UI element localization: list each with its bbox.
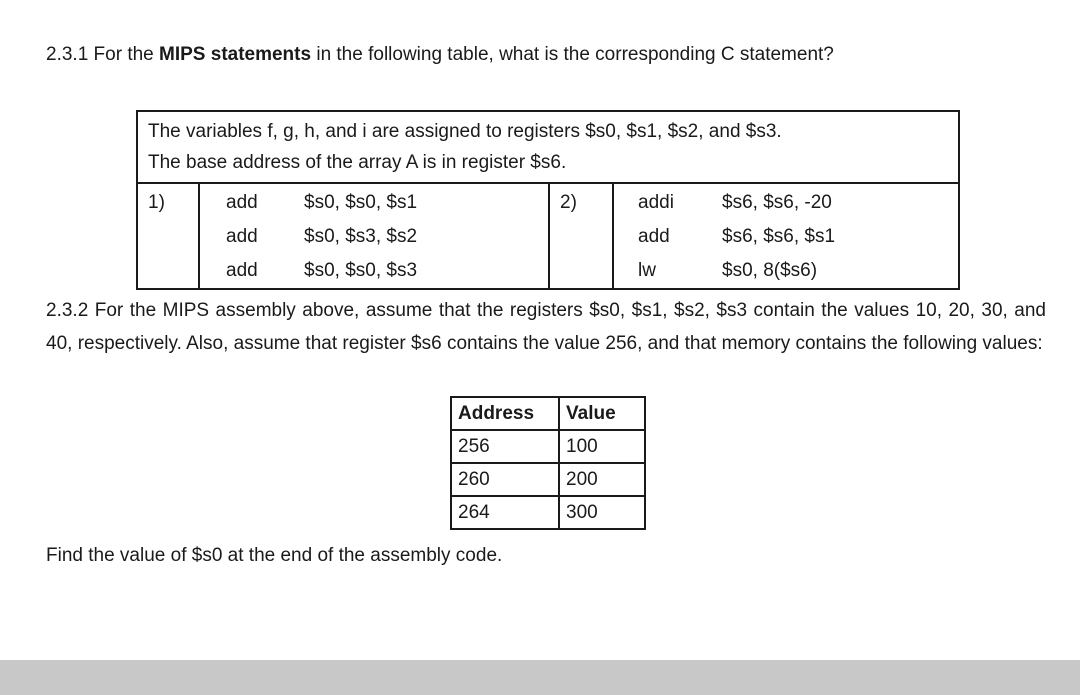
operands: $s0, 8($s6) [722, 260, 818, 281]
table-row [451, 430, 645, 463]
code-line [200, 220, 548, 254]
opcode: addi [638, 192, 674, 213]
operands: $s6, $s6, -20 [722, 192, 832, 213]
opcode: add [226, 260, 258, 281]
operands: $s0, $s0, $s1 [304, 192, 418, 213]
operands: $s0, $s0, $s3 [304, 260, 418, 281]
value-header: Value [559, 397, 645, 430]
q1-bold: MIPS statements [159, 44, 312, 65]
question-2-3-1 [46, 44, 834, 66]
header-line-1: The variables f, g, h, and i are assigned to registers $s0, $s1, $s2, and $s3. [148, 121, 782, 142]
code-line [200, 186, 548, 220]
operands: $s6, $s6, $s1 [722, 226, 836, 247]
code-line [614, 186, 958, 220]
operands: $s0, $s3, $s2 [304, 226, 418, 247]
address-cell: 256 [451, 430, 559, 463]
code-line [614, 254, 958, 288]
opcode: add [226, 192, 258, 213]
table-row [451, 496, 645, 529]
block-1-code [200, 184, 550, 288]
value-cell: 300 [559, 496, 645, 529]
opcode: add [226, 226, 258, 247]
bottom-divider-bar [0, 660, 1080, 695]
value-cell: 100 [559, 430, 645, 463]
question-2-3-2: 2.3.2 For the MIPS assembly above, assume that the registers $s0, $s1, $s2, $s3 contain the values 10, 20, 30, and 40, respectively. Also, assume that register $s6 contains the value 256, and that memory contains the following values: [46, 300, 1046, 354]
q1-prefix: 2.3.1 For the [46, 44, 160, 65]
address-cell: 260 [451, 463, 559, 496]
block-2-code [614, 184, 958, 288]
mips-table [136, 110, 960, 290]
mips-code-row [138, 184, 958, 288]
q1-suffix: in the following table, what is the corresponding C statement? [311, 44, 834, 65]
header-line-2: The base address of the array A is in register $s6. [148, 152, 567, 173]
value-cell: 200 [559, 463, 645, 496]
memory-table [450, 396, 646, 530]
mips-table-header [138, 112, 958, 184]
address-header: Address [451, 397, 559, 430]
code-line [200, 254, 548, 288]
question-find-s0: Find the value of $s0 at the end of the assembly code. [46, 545, 503, 566]
block-1-number: 1) [138, 184, 200, 288]
table-row [451, 463, 645, 496]
opcode: lw [638, 260, 656, 281]
address-cell: 264 [451, 496, 559, 529]
opcode: add [638, 226, 670, 247]
code-line [614, 220, 958, 254]
memory-table-header-row [451, 397, 645, 430]
block-2-number: 2) [550, 184, 614, 288]
